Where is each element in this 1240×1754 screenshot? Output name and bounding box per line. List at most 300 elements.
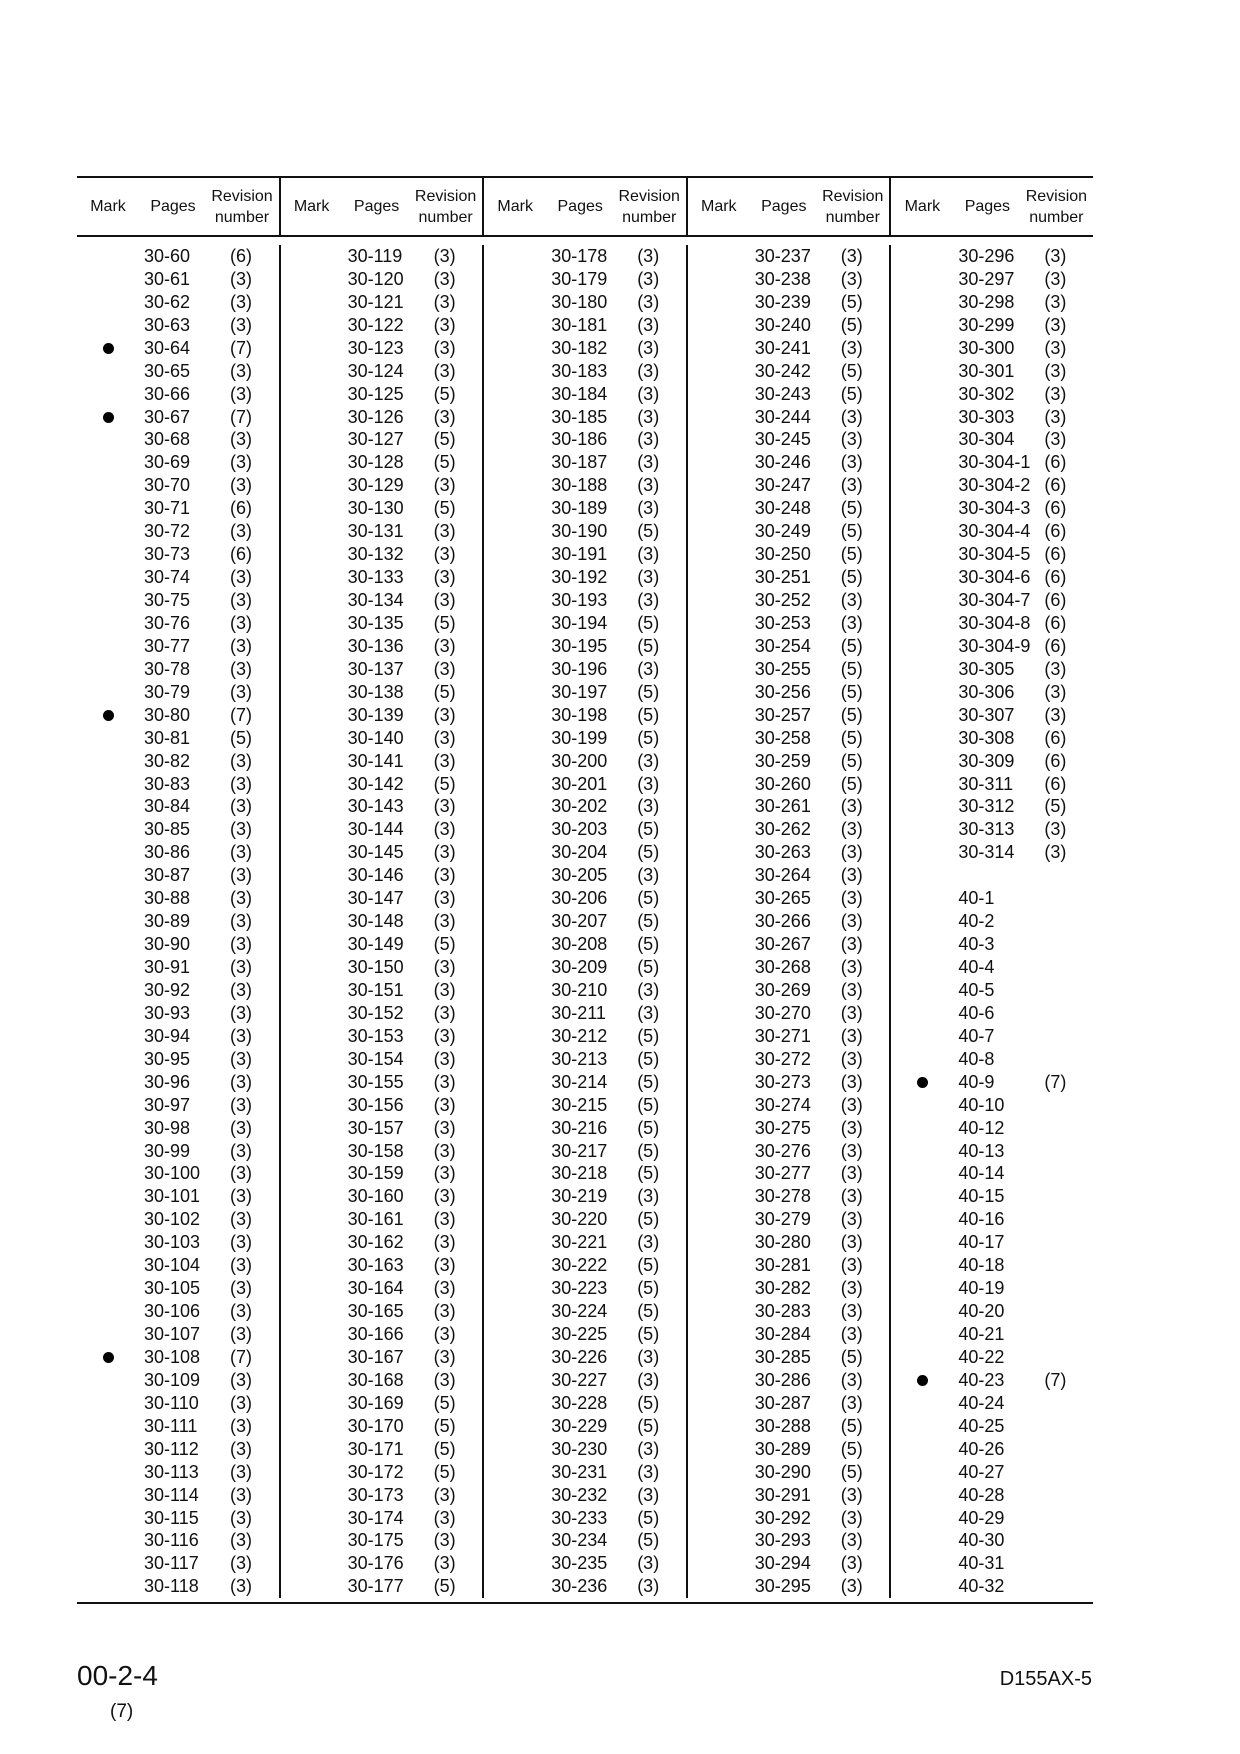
revision-cell: (3) [840,590,863,611]
table-row [281,291,483,314]
page-cell: 30-94 [144,1025,191,1046]
table-row [484,1346,686,1369]
page-cell: 30-232 [551,1484,608,1505]
mark-cell [891,1375,953,1386]
page-cell: 30-68 [144,429,191,450]
table-row [688,1025,890,1048]
page-cell: 40-29 [958,1507,1005,1528]
revision-cell: (3) [433,475,456,496]
page-cell: 30-249 [754,521,811,542]
page-cell: 30-102 [144,1209,201,1230]
page-cell: 30-198 [551,704,608,725]
table-row [77,1254,279,1277]
page-cell: 30-75 [144,590,191,611]
page-cell: 30-270 [754,1002,811,1023]
revision-cell: (3) [840,1484,863,1505]
page-cell: 30-157 [347,1117,404,1138]
revision-cell: (3) [840,1048,863,1069]
revision-cell: (5) [433,1438,456,1459]
revision-cell: (5) [433,429,456,450]
page-cell: 30-82 [144,750,191,771]
table-row [77,1025,279,1048]
revision-cell: (3) [230,1232,252,1253]
table-row [484,1484,686,1507]
page-cell: 30-294 [754,1553,811,1574]
page-cell: 30-304-8 [958,612,1031,633]
revision-cell: (3) [433,1278,456,1299]
page-cell: 30-113 [144,1461,199,1482]
revision-cell: (3) [230,1301,252,1322]
revision-cell: (6) [1044,498,1067,519]
page-cell: 30-201 [551,773,608,794]
revision-cell: (3) [840,406,863,427]
header-revision: Revision number [1025,187,1088,226]
page-cell: 40-30 [958,1530,1005,1551]
page-cell: 30-110 [144,1392,199,1413]
table-row [688,268,890,291]
table-row [688,474,890,497]
revision-cell: (3) [840,888,863,909]
page-cell: 30-266 [754,911,811,932]
table-column [482,245,686,1598]
page-cell: 30-205 [551,865,608,886]
table-row [281,658,483,681]
page-number: 00-2-4 [77,1660,158,1691]
page-cell: 30-86 [144,842,191,863]
table-row [281,1530,483,1553]
revision-cell: (3) [840,796,863,817]
page-cell: 30-179 [551,268,608,289]
table-row [77,635,279,658]
header-mark: Mark [701,197,737,215]
page-cell: 30-91 [144,957,191,978]
revision-cell: (3) [637,567,660,588]
page-cell: 30-129 [347,475,404,496]
table-row [77,1461,279,1484]
page-cell: 30-87 [144,865,191,886]
revision-cell: (5) [840,681,863,702]
page-cell: 30-62 [144,291,191,312]
table-row [484,864,686,887]
table-row [688,543,890,566]
revision-cell: (3) [1044,658,1067,679]
table-row [484,979,686,1002]
table-column [889,245,1093,1598]
page-cell: 30-224 [551,1301,608,1322]
page-cell: 30-135 [347,612,404,633]
revision-cell: (3) [230,979,252,1000]
table-row [77,773,279,796]
table-row [688,1231,890,1254]
revision-cell: (5) [840,773,863,794]
table-row [77,383,279,406]
page-cell: 30-225 [551,1324,608,1345]
revision-cell: (5) [433,1392,456,1413]
revision-cell: (3) [637,268,660,289]
table-row [688,589,890,612]
page-cell: 30-103 [144,1232,201,1253]
table-row [281,933,483,956]
table-row [281,1117,483,1140]
table-row [484,1277,686,1300]
revision-cell: (3) [433,1048,456,1069]
page-cell: 30-245 [754,429,811,450]
table-row [77,1530,279,1553]
table-row [688,1094,890,1117]
revision-mark-dot [917,1375,928,1386]
revision-cell: (6) [1044,773,1067,794]
table-row [688,910,890,933]
revision-cell: (3) [637,406,660,427]
revision-cell: (3) [433,979,456,1000]
revision-cell: (3) [433,590,456,611]
revision-cell: (3) [230,957,252,978]
page-cell: 30-145 [347,842,404,863]
page-cell: 30-178 [551,245,608,266]
table-row [688,750,890,773]
page-cell: 30-286 [754,1369,811,1390]
page-cell: 30-244 [754,406,811,427]
page-cell: 30-67 [144,406,191,427]
page-cell: 40-9 [958,1071,995,1092]
table-row [281,406,483,429]
revision-cell: (3) [840,1002,863,1023]
table-row [484,1575,686,1598]
page-cell: 40-25 [958,1415,1005,1436]
page-cell: 30-241 [754,337,811,358]
table-row [77,1002,279,1025]
table-row [77,681,279,704]
revision-cell: (3) [840,957,863,978]
revision-cell: (3) [637,796,660,817]
revision-cell: (5) [637,1025,660,1046]
table-row [484,1163,686,1186]
table-row [281,681,483,704]
revision-cell: (5) [433,1576,456,1597]
page-cell: 30-234 [551,1530,608,1551]
page-cell: 30-290 [754,1461,811,1482]
table-row [281,337,483,360]
table-row [688,635,890,658]
revision-cell: (5) [840,544,863,565]
page-cell: 30-264 [754,865,811,886]
table-row [891,1323,1093,1346]
page-cell: 30-125 [347,383,404,404]
table-row [891,704,1093,727]
revision-cell: (3) [230,1576,252,1597]
revision-cell: (3) [433,1002,456,1023]
page-cell: 30-289 [754,1438,811,1459]
table-row [484,727,686,750]
revision-cell: (5) [637,888,660,909]
page-cell: 30-64 [144,337,191,358]
table-row [891,337,1093,360]
revision-cell: (3) [230,1461,252,1482]
page-cell: 30-148 [347,911,404,932]
table-row [891,681,1093,704]
page-cell: 40-21 [958,1324,1005,1345]
page-cell: 30-199 [551,727,608,748]
table-row [281,887,483,910]
revision-cell: (3) [840,1278,863,1299]
revision-cell: (3) [637,1002,660,1023]
revision-cell: (3) [433,567,456,588]
page-cell: 30-166 [347,1324,404,1345]
page-cell: 30-210 [551,979,608,1000]
page-cell: 40-5 [958,979,995,1000]
revision-mark-dot [917,1077,928,1088]
table-row [484,406,686,429]
page-cell: 40-13 [958,1140,1005,1161]
table-row [484,543,686,566]
page-cell: 30-195 [551,635,608,656]
page-cell: 30-297 [958,268,1015,289]
revision-cell: (3) [637,429,660,450]
revision-cell: (3) [433,291,456,312]
revision-cell: (3) [1044,681,1067,702]
page-cell: 30-291 [754,1484,811,1505]
table-row [77,658,279,681]
page-cell: 30-123 [347,337,404,358]
page-cell: 30-77 [144,635,191,656]
revision-cell: (5) [433,612,456,633]
table-row [281,1254,483,1277]
revision-cell: (3) [230,1484,252,1505]
revision-cell: (3) [1044,819,1067,840]
page-cell: 30-63 [144,314,191,335]
table-row [77,1300,279,1323]
table-row [77,1140,279,1163]
table-row [77,1231,279,1254]
table-row [484,1552,686,1575]
table-row [891,1415,1093,1438]
table-row [688,360,890,383]
table-row [281,841,483,864]
table-row [77,543,279,566]
revision-cell: (3) [840,865,863,886]
table-header [77,178,1093,237]
page-cell: 30-222 [551,1255,608,1276]
page-cell: 30-211 [551,1002,606,1023]
page-cell: 30-60 [144,245,191,266]
page-cell: 30-81 [144,727,191,748]
page-cell: 30-272 [754,1048,811,1069]
revision-cell: (6) [1044,452,1067,473]
page-cell: 30-273 [754,1071,811,1092]
table-row [484,773,686,796]
table-row [484,1048,686,1071]
table-row [688,383,890,406]
page-cell: 30-193 [551,590,608,611]
revision-cell: (3) [840,612,863,633]
revision-cell: (3) [1044,291,1067,312]
revision-cell: (5) [637,635,660,656]
revision-cell: (3) [840,1232,863,1253]
revision-cell: (5) [433,773,456,794]
table-row [484,933,686,956]
table-row [281,1369,483,1392]
page-cell: 30-206 [551,888,608,909]
mark-cell [891,1077,953,1088]
table-row [77,864,279,887]
table-row [77,612,279,635]
page-cell: 30-172 [347,1461,404,1482]
table-row [891,864,1093,887]
revision-cell: (3) [637,452,660,473]
page-cell: 30-303 [958,406,1015,427]
table-row [484,658,686,681]
table-row [281,1002,483,1025]
header-group [686,178,890,235]
header-group [77,178,279,235]
table-row [281,1415,483,1438]
revision-cell: (3) [230,1415,252,1436]
table-row [77,1346,279,1369]
page-cell: 30-304-2 [958,475,1031,496]
page-cell: 30-156 [347,1094,404,1115]
table-row [77,1323,279,1346]
revision-cell: (3) [637,1576,660,1597]
table-row [281,1094,483,1117]
revision-cell: (5) [840,360,863,381]
revision-cell: (5) [840,1438,863,1459]
revision-mark-dot [103,412,114,423]
revision-cell: (6) [1044,612,1067,633]
page-cell: 30-98 [144,1117,191,1138]
page-revision: (7) [110,1701,134,1722]
page-cell: 30-70 [144,475,191,496]
revision-cell: (3) [433,1484,456,1505]
table-row [484,612,686,635]
revision-cell: (3) [840,268,863,289]
page-cell: 30-227 [551,1369,608,1390]
page-cell: 30-269 [754,979,811,1000]
page-cell: 30-92 [144,979,191,1000]
revision-cell: (3) [230,1209,252,1230]
revision-cell: (3) [433,1255,456,1276]
table-column [77,245,279,1598]
table-row [484,383,686,406]
table-row [281,1323,483,1346]
revision-cell: (6) [1044,727,1067,748]
page-cell: 30-231 [551,1461,608,1482]
page-cell: 30-304-7 [958,590,1031,611]
revision-cell: (3) [230,521,252,542]
table-row [891,268,1093,291]
revision-cell: (3) [840,429,863,450]
revision-cell: (3) [1044,704,1067,725]
revision-cell: (3) [637,1484,660,1505]
table-row [484,1071,686,1094]
page-cell: 30-287 [754,1392,811,1413]
page-cell: 30-243 [754,383,811,404]
table-row [281,1507,483,1530]
revision-cell: (5) [230,727,252,748]
page-cell: 30-76 [144,612,191,633]
table-row [77,750,279,773]
table-row [77,910,279,933]
table-row [484,589,686,612]
page-cell: 30-277 [754,1163,811,1184]
table-row [281,1048,483,1071]
page-cell: 30-119 [347,245,403,266]
page-cell: 30-79 [144,681,191,702]
revision-cell: (3) [840,1576,863,1597]
page-cell: 30-66 [144,383,191,404]
revision-cell: (3) [637,1232,660,1253]
page-cell: 30-108 [144,1346,201,1367]
page-cell: 30-208 [551,934,608,955]
page-cell: 30-275 [754,1117,811,1138]
page-cell: 40-16 [958,1209,1005,1230]
revision-cell: (5) [637,1071,660,1092]
table-row [484,1117,686,1140]
table-row [688,1323,890,1346]
table-row [484,1208,686,1231]
page-cell: 30-88 [144,888,191,909]
page-cell: 40-26 [958,1438,1005,1459]
revision-mark-dot [103,710,114,721]
table-row [688,1369,890,1392]
revision-cell: (6) [1044,475,1067,496]
page-cell: 30-146 [347,865,404,886]
table-row [484,245,686,268]
mark-cell [77,1352,139,1363]
page-cell: 30-284 [754,1324,811,1345]
table-row [891,589,1093,612]
table-row [484,956,686,979]
table-row [77,841,279,864]
revision-cell: (3) [230,452,252,473]
revision-cell: (3) [637,773,660,794]
table-row [281,704,483,727]
revision-cell: (3) [433,1301,456,1322]
table-row [688,291,890,314]
revision-cell: (3) [230,1392,252,1413]
revision-cell: (5) [637,1255,660,1276]
revision-cell: (3) [637,314,660,335]
revision-cell: (3) [637,1438,660,1459]
revision-cell: (3) [230,567,252,588]
revision-cell: (3) [840,1507,863,1528]
page-cell: 30-149 [347,934,404,955]
table-row [891,1231,1093,1254]
table-row [891,1254,1093,1277]
revision-cell: (5) [840,1346,863,1367]
page-cell: 30-183 [551,360,608,381]
table-row [688,864,890,887]
page-cell: 30-93 [144,1002,191,1023]
page-cell: 30-190 [551,521,608,542]
revision-cell: (5) [433,383,456,404]
revision-cell: (3) [637,1186,660,1207]
page-cell: 30-162 [347,1232,404,1253]
page-cell: 40-15 [958,1186,1005,1207]
revision-cell: (3) [433,727,456,748]
table-row [688,818,890,841]
revision-cell: (6) [1044,544,1067,565]
table-row [891,1346,1093,1369]
table-row [688,245,890,268]
table-row [891,1369,1093,1392]
page-cell: 30-147 [347,888,404,909]
revision-cell: (3) [230,635,252,656]
revision-cell: (3) [637,1369,660,1390]
page-cell: 30-267 [754,934,811,955]
table-row [484,681,686,704]
revision-cell: (3) [840,1117,863,1138]
table-row [688,1254,890,1277]
